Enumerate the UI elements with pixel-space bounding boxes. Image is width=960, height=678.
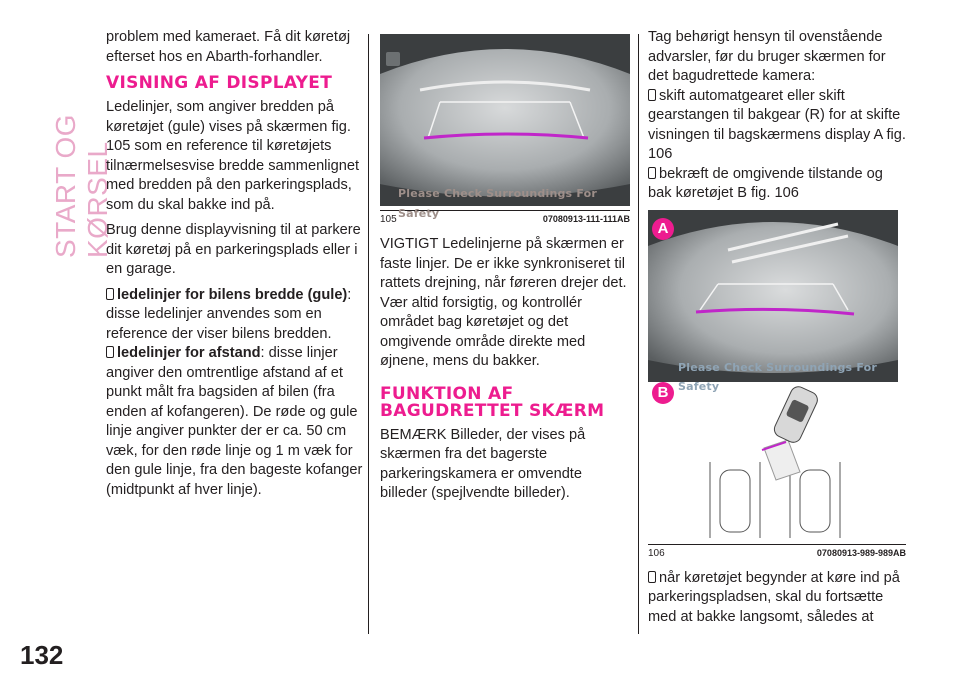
- bullet-text: bekræft de omgivende tilstande og bak køretøjet B fig. 106: [648, 165, 883, 201]
- bullet-text: når køretøjet begynder at køre ind på parkeringspladsen, skal du fortsætte med at bakke langsomt, således at: [648, 569, 900, 625]
- label-b-badge: B: [652, 382, 674, 404]
- camera-view-image: [380, 34, 630, 206]
- bullet-bold: ledelinjer for bilens bredde (gule): [117, 286, 348, 303]
- bullet-text: : disse ledelinjer anvendes som en reference der viser bilens bredden.: [106, 286, 352, 342]
- section-title-text: START OG KØRSEL: [50, 113, 113, 258]
- figure-caption: [648, 544, 906, 559]
- column-middle: [380, 28, 630, 510]
- paragraph-ledelinjer: Ledelinjer, som angiver bredden på køretøjet (gule) vises på skærmen fig. 105 som en reference til køretøjets tilnærmelsesvise bredde sammenlignet med bredden på den parkeringsplads, som du skal bakke ind på.: [106, 99, 360, 213]
- bullet-icon: [106, 288, 114, 300]
- safety-overlay-text: Please Check Surroundings For Safety: [678, 360, 877, 393]
- camera-icon: [386, 52, 400, 66]
- figure-number: 106: [648, 547, 665, 559]
- column-left: [106, 28, 364, 506]
- safety-overlay-text: Please Check Surroundings For Safety: [398, 187, 597, 220]
- paragraph-tag: Tag behørigt hensyn til ovenstående advarsler, før du bruger skærmen for det bagudrettede kamera:: [648, 29, 886, 84]
- paragraph-intro: problem med kameraet. Få dit køretøj efterset hos en Abarth-forhandler.: [106, 29, 351, 65]
- bullet-icon: [648, 89, 656, 101]
- parking-diagram: [648, 390, 898, 540]
- bullet-confirm: [648, 165, 906, 204]
- paragraph-bemaerk: BEMÆRK Billeder, der vises på skærmen fra det bagerste parkeringskamera er omvendte billeder (spejlvendte billeder).: [380, 426, 586, 501]
- section-title: [50, 28, 113, 258]
- paragraph-brug: Brug denne displayvisning til at parkere dit køretøj på en parkeringsplads eller i en garage.: [106, 222, 361, 277]
- page-number: 132: [20, 640, 64, 670]
- figure-code: 07080913-989-989AB: [816, 547, 906, 558]
- label-a-badge: A: [652, 218, 674, 240]
- paragraph-vigtigt: VIGTIGT Ledelinjerne på skærmen er faste linjer. De er ikke synkroniseret til rattets drejning, når føreren drejer det. Vær altid forsigtig, og kontrollér området bag køretøjet og det omgivende område direkte med øjnene, mens du bakker.: [380, 236, 627, 369]
- heading-visning: VISNING AF DISPLAYET: [106, 73, 333, 93]
- bullet-text: : disse linjer angiver den omtrentlige afstand af et punkt målt fra bagsiden af bilen (fra enden af kofangeren). De røde og gule linje angiver punkter der er ca. 50 cm væk, for den røde linje og 1 m væk for den gule linje, fra den bageste kofanger (midtpunkt af hver linje).: [106, 345, 363, 498]
- bullet-distance-lines: [106, 344, 364, 500]
- bullet-width-lines: [106, 286, 364, 345]
- figure-106: [648, 210, 898, 540]
- column-right: [648, 28, 906, 633]
- bullet-shift-gear: [648, 87, 906, 165]
- camera-view-panel: [648, 210, 898, 393]
- column-divider: [368, 34, 369, 634]
- bullet-entering: [648, 569, 906, 628]
- bullet-text: skift automatgearet eller skift gearstangen til bakgear (R) for at skifte visningen til bagskærmens display A fig. 106: [648, 87, 906, 162]
- column-divider: [638, 34, 639, 634]
- bullet-icon: [648, 167, 656, 179]
- camera-view-image: [648, 210, 898, 382]
- bullet-bold: ledelinjer for afstand: [117, 345, 261, 361]
- figure-code: 07080913-111-111AB: [542, 214, 630, 224]
- heading-funktion: FUNKTION AF BAGUDRETTET SKÆRM: [380, 383, 605, 421]
- bullet-icon: [648, 571, 656, 583]
- bullet-icon: [106, 346, 114, 358]
- figure-number: 105: [380, 214, 397, 225]
